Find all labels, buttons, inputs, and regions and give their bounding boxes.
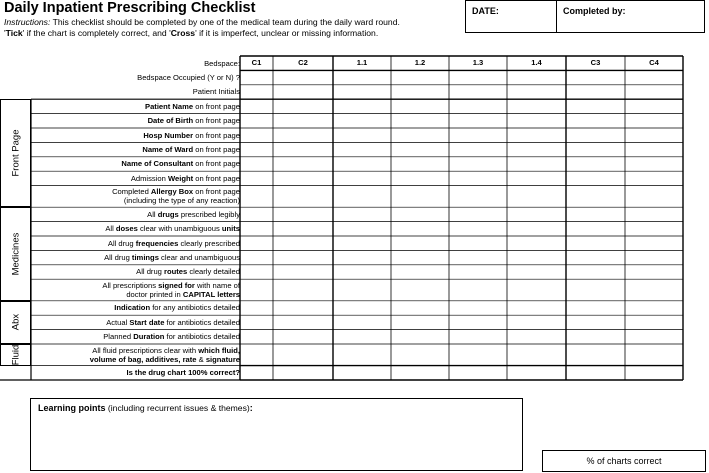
row-label-text: clear and unambiguous <box>158 253 240 263</box>
check-cell[interactable] <box>273 366 333 380</box>
check-cell[interactable] <box>449 222 507 236</box>
row-label-line <box>106 318 240 327</box>
column-header: C3 <box>590 58 601 67</box>
row-label-text: & <box>196 354 206 364</box>
check-cell[interactable] <box>449 301 507 315</box>
row-label-line <box>126 290 240 299</box>
instructions-end: ' if it is imperfect, unclear or missing information. <box>195 28 379 38</box>
check-cell[interactable] <box>273 186 333 208</box>
row-label-line <box>137 73 240 82</box>
tick-word: Tick <box>5 28 23 38</box>
row-label-text: clear with unambiguous <box>137 224 222 234</box>
checklist-row-label <box>31 330 243 344</box>
check-cell[interactable] <box>507 330 566 344</box>
check-cell[interactable] <box>273 128 333 142</box>
check-cell[interactable] <box>449 85 507 99</box>
check-cell[interactable] <box>333 222 391 236</box>
check-cell[interactable] <box>566 250 625 264</box>
row-label-bold: signed for <box>158 280 195 290</box>
check-cell[interactable] <box>449 114 507 128</box>
check-cell[interactable] <box>449 128 507 142</box>
check-cell[interactable] <box>240 366 273 380</box>
row-label-line <box>142 145 240 154</box>
check-cell[interactable] <box>449 366 507 380</box>
group-name: Front Page <box>10 129 21 177</box>
check-cell[interactable] <box>507 265 566 279</box>
check-cell[interactable] <box>449 250 507 264</box>
row-label-line <box>143 131 240 140</box>
check-cell[interactable] <box>566 171 625 185</box>
check-cell[interactable] <box>273 70 333 84</box>
check-cell[interactable] <box>240 85 273 99</box>
check-cell[interactable] <box>333 366 391 380</box>
check-cell[interactable] <box>449 279 507 301</box>
check-cell[interactable] <box>566 85 625 99</box>
check-cell[interactable] <box>391 114 449 128</box>
check-cell[interactable] <box>333 114 391 128</box>
check-cell[interactable] <box>625 186 683 208</box>
top-row-label <box>31 85 243 99</box>
check-cell[interactable] <box>566 344 625 366</box>
check-cell[interactable] <box>391 99 449 113</box>
row-label-text: (including the type of any reaction) <box>123 196 240 206</box>
row-label-text: Bedspace Occupied (Y or N) ? <box>137 73 240 83</box>
checklist-row-label <box>31 207 243 221</box>
check-cell[interactable] <box>273 265 333 279</box>
checklist-row-label <box>31 142 243 156</box>
learning-points-box[interactable] <box>30 398 523 471</box>
row-label-text: All <box>105 224 116 234</box>
group-name: Fluid <box>10 344 21 366</box>
row-label-bold: drugs <box>157 209 179 219</box>
check-cell[interactable] <box>391 222 449 236</box>
check-cell[interactable] <box>273 250 333 264</box>
row-label-text: clearly detailed <box>187 267 240 277</box>
check-cell[interactable] <box>333 279 391 301</box>
row-label-line <box>136 267 240 276</box>
check-cell[interactable] <box>273 222 333 236</box>
check-cell[interactable] <box>391 85 449 99</box>
check-cell[interactable] <box>507 315 566 329</box>
cross-word: Cross <box>170 28 196 38</box>
row-label-line <box>124 196 240 205</box>
check-cell[interactable] <box>507 222 566 236</box>
row-label-text: on front page <box>193 159 240 169</box>
checklist-row-label <box>31 99 243 113</box>
row-label-bold: Start date <box>129 317 165 327</box>
row-label-bold: Weight <box>167 173 194 183</box>
check-cell[interactable] <box>391 236 449 250</box>
final-row-label-cell <box>31 366 243 380</box>
check-cell[interactable] <box>566 301 625 315</box>
check-cell[interactable] <box>333 236 391 250</box>
check-cell[interactable] <box>625 236 683 250</box>
row-label-text: on front page <box>193 145 240 155</box>
row-label-bold: Allergy Box <box>150 187 194 197</box>
column-header: C2 <box>298 58 308 67</box>
row-label-text: Patient Initials <box>192 87 240 97</box>
check-cell[interactable] <box>273 301 333 315</box>
group-label-front-page <box>0 99 31 207</box>
row-label-text: on front page <box>193 116 240 126</box>
row-label-text: Admission <box>130 173 168 183</box>
final-row-label: Is the drug chart 100% correct? <box>126 368 240 378</box>
check-cell[interactable] <box>333 142 391 156</box>
check-cell[interactable] <box>333 265 391 279</box>
row-label-line <box>105 224 240 233</box>
check-cell[interactable] <box>625 114 683 128</box>
percent-correct-box[interactable] <box>542 450 706 472</box>
check-cell[interactable] <box>240 70 273 84</box>
row-label-bold: which fluid, <box>198 345 240 355</box>
check-cell[interactable] <box>507 236 566 250</box>
checklist-row-label <box>31 114 243 128</box>
row-label-text: All prescriptions <box>102 280 159 290</box>
check-cell[interactable] <box>449 265 507 279</box>
learning-points-note: (including recurrent issues & themes) <box>105 403 250 413</box>
check-cell[interactable] <box>507 99 566 113</box>
group-label-medicines <box>0 207 31 301</box>
check-cell[interactable] <box>391 171 449 185</box>
check-cell[interactable] <box>391 344 449 366</box>
row-label-text: All fluid prescriptions clear with <box>92 345 199 355</box>
check-cell[interactable] <box>566 315 625 329</box>
check-cell[interactable] <box>449 330 507 344</box>
check-cell[interactable] <box>507 366 566 380</box>
check-cell[interactable] <box>333 344 391 366</box>
completed-by-label: Completed by: <box>563 6 626 16</box>
check-cell[interactable] <box>240 99 273 113</box>
check-cell[interactable] <box>625 70 683 84</box>
check-cell[interactable] <box>391 366 449 380</box>
check-cell[interactable] <box>566 157 625 171</box>
check-cell[interactable] <box>391 186 449 208</box>
check-cell[interactable] <box>391 330 449 344</box>
row-label-text: Completed <box>112 187 151 197</box>
check-cell[interactable] <box>240 157 273 171</box>
check-cell[interactable] <box>333 207 391 221</box>
row-label-text: for antibiotics detailed <box>164 317 240 327</box>
check-cell[interactable] <box>449 315 507 329</box>
check-cell[interactable] <box>333 157 391 171</box>
column-header: 1.3 <box>472 58 484 67</box>
checklist-row-label <box>31 186 243 208</box>
check-cell[interactable] <box>449 236 507 250</box>
check-cell[interactable] <box>507 85 566 99</box>
row-label-text: with name of <box>194 280 240 290</box>
check-cell[interactable] <box>507 142 566 156</box>
row-label-text: clearly prescribed <box>178 238 240 248</box>
check-cell[interactable] <box>566 207 625 221</box>
check-cell[interactable] <box>566 265 625 279</box>
bedspace-row-label <box>31 56 243 70</box>
check-cell[interactable] <box>333 315 391 329</box>
row-label-line <box>131 174 240 183</box>
check-cell[interactable] <box>449 207 507 221</box>
row-label-line <box>112 187 240 196</box>
instructions-label: Instructions: <box>4 17 51 27</box>
row-label-text: doctor printed in <box>126 289 183 299</box>
check-cell[interactable] <box>625 250 683 264</box>
check-cell[interactable] <box>391 142 449 156</box>
check-cell[interactable] <box>333 250 391 264</box>
row-label-bold: CAPITAL letters <box>182 289 240 299</box>
check-cell[interactable] <box>391 207 449 221</box>
check-cell[interactable] <box>449 171 507 185</box>
check-cell[interactable] <box>566 236 625 250</box>
row-label-text: for any antibiotics detailed <box>150 303 240 313</box>
check-cell[interactable] <box>240 315 273 329</box>
check-cell[interactable] <box>566 186 625 208</box>
check-cell[interactable] <box>625 128 683 142</box>
row-label-bold: routes <box>164 267 188 277</box>
check-cell[interactable] <box>449 142 507 156</box>
row-label-line <box>145 102 240 111</box>
check-cell[interactable] <box>240 236 273 250</box>
checklist-row-label <box>31 279 243 301</box>
check-cell[interactable] <box>273 207 333 221</box>
row-label-line <box>102 281 240 290</box>
check-cell[interactable] <box>240 330 273 344</box>
quote: ' <box>4 28 6 38</box>
check-cell[interactable] <box>449 186 507 208</box>
check-cell[interactable] <box>507 128 566 142</box>
check-cell[interactable] <box>566 99 625 113</box>
check-cell[interactable] <box>507 301 566 315</box>
check-cell[interactable] <box>625 265 683 279</box>
check-cell[interactable] <box>625 279 683 301</box>
column-header: C4 <box>649 58 659 67</box>
check-cell[interactable] <box>391 315 449 329</box>
check-cell[interactable] <box>507 157 566 171</box>
check-cell[interactable] <box>333 301 391 315</box>
row-label-bold: volume of bag, additives, rate <box>89 354 197 364</box>
row-label-line <box>108 239 240 248</box>
check-cell[interactable] <box>625 85 683 99</box>
check-cell[interactable] <box>273 142 333 156</box>
bedspace-label: Bedspace: <box>204 58 240 68</box>
row-label-text: All <box>147 209 158 219</box>
check-cell[interactable] <box>391 250 449 264</box>
check-cell[interactable] <box>240 265 273 279</box>
row-label-text: All drug <box>136 267 165 277</box>
check-cell[interactable] <box>566 70 625 84</box>
check-cell[interactable] <box>391 70 449 84</box>
row-label-bold: Indication <box>114 303 151 313</box>
check-cell[interactable] <box>273 315 333 329</box>
check-cell[interactable] <box>240 128 273 142</box>
check-cell[interactable] <box>507 279 566 301</box>
row-label-bold: units <box>221 224 240 234</box>
checklist-row-label <box>31 315 243 329</box>
row-label-bold: Date of Birth <box>147 116 194 126</box>
row-label-text: Planned <box>103 332 134 342</box>
row-label-line <box>121 159 240 168</box>
row-label-line <box>90 355 240 364</box>
check-cell[interactable] <box>507 70 566 84</box>
check-cell[interactable] <box>625 171 683 185</box>
row-label-text: on front page <box>193 130 240 140</box>
check-cell[interactable] <box>566 279 625 301</box>
check-cell[interactable] <box>566 142 625 156</box>
check-cell[interactable] <box>240 222 273 236</box>
row-label-text: prescribed legibly <box>178 209 240 219</box>
check-cell[interactable] <box>273 85 333 99</box>
top-row-label <box>31 70 243 84</box>
check-cell[interactable] <box>566 222 625 236</box>
column-header: 1.2 <box>414 58 426 67</box>
check-cell[interactable] <box>625 301 683 315</box>
row-label-text: on front page <box>193 101 240 111</box>
check-cell[interactable] <box>333 85 391 99</box>
row-label-text: for antibiotics detailed <box>164 332 240 342</box>
check-cell[interactable] <box>240 207 273 221</box>
check-cell[interactable] <box>240 114 273 128</box>
check-cell[interactable] <box>566 128 625 142</box>
check-cell[interactable] <box>625 344 683 366</box>
row-label-line <box>114 303 240 312</box>
check-cell[interactable] <box>625 330 683 344</box>
checklist-row-label <box>31 157 243 171</box>
row-label-line <box>92 346 240 355</box>
check-cell[interactable] <box>240 171 273 185</box>
checklist-row-label <box>31 171 243 185</box>
check-cell[interactable] <box>625 315 683 329</box>
check-cell[interactable] <box>391 265 449 279</box>
row-label-line <box>148 116 240 125</box>
row-label-bold: Hosp Number <box>143 130 194 140</box>
column-header: 1.1 <box>356 58 368 67</box>
row-label-bold: frequencies <box>135 238 179 248</box>
checklist-row-label <box>31 265 243 279</box>
date-label: DATE: <box>472 6 499 16</box>
column-header: 1.4 <box>531 58 542 67</box>
row-label-bold: Name of Consultant <box>121 159 194 169</box>
check-cell[interactable] <box>625 207 683 221</box>
check-cell[interactable] <box>273 157 333 171</box>
check-cell[interactable] <box>333 99 391 113</box>
group-name: Medicines <box>10 232 21 276</box>
check-cell[interactable] <box>625 222 683 236</box>
instructions-mid: ' if the chart is completely correct, and ' <box>22 28 171 38</box>
check-cell[interactable] <box>273 279 333 301</box>
row-label-bold: Name of Ward <box>142 145 194 155</box>
row-label-bold: Patient Name <box>145 101 194 111</box>
check-cell[interactable] <box>240 301 273 315</box>
check-cell[interactable] <box>273 171 333 185</box>
check-cell[interactable] <box>625 366 683 380</box>
check-cell[interactable] <box>240 344 273 366</box>
instructions-line1: This checklist should be completed by one of the medical team during the daily ward round. <box>50 17 400 27</box>
row-label-line <box>193 87 240 96</box>
check-cell[interactable] <box>333 128 391 142</box>
check-cell[interactable] <box>449 344 507 366</box>
row-label-bold: signature <box>205 354 240 364</box>
check-cell[interactable] <box>333 330 391 344</box>
row-label-text: All drug <box>107 238 136 248</box>
checklist-row-label <box>31 222 243 236</box>
checklist-row-label <box>31 344 243 366</box>
row-label-text: Actual <box>106 317 130 327</box>
check-cell[interactable] <box>449 99 507 113</box>
check-cell[interactable] <box>240 186 273 208</box>
check-cell[interactable] <box>240 279 273 301</box>
checklist-row-label <box>31 128 243 142</box>
check-cell[interactable] <box>273 99 333 113</box>
row-label-line <box>104 253 240 262</box>
row-label-bold: Duration <box>133 332 165 342</box>
check-cell[interactable] <box>507 207 566 221</box>
check-cell[interactable] <box>273 236 333 250</box>
check-cell[interactable] <box>566 114 625 128</box>
check-cell[interactable] <box>507 171 566 185</box>
column-header: C1 <box>251 58 262 67</box>
check-cell[interactable] <box>391 279 449 301</box>
group-label-fluid <box>0 344 31 366</box>
check-cell[interactable] <box>449 70 507 84</box>
row-label-text: on front page <box>193 173 240 183</box>
check-cell[interactable] <box>391 128 449 142</box>
check-cell[interactable] <box>507 114 566 128</box>
check-cell[interactable] <box>507 250 566 264</box>
check-cell[interactable] <box>333 186 391 208</box>
row-label-text: on front page <box>193 187 240 197</box>
check-cell[interactable] <box>625 142 683 156</box>
row-label-line <box>126 368 240 377</box>
check-cell[interactable] <box>273 330 333 344</box>
row-label-text: All drug <box>104 253 132 263</box>
row-label-bold: doses <box>115 224 138 234</box>
check-cell[interactable] <box>240 142 273 156</box>
row-label-bold: timings <box>131 253 159 263</box>
group-name: Abx <box>10 314 21 331</box>
page-title: Daily Inpatient Prescribing Checklist <box>4 0 256 16</box>
row-label-line <box>147 210 240 219</box>
check-cell[interactable] <box>449 157 507 171</box>
check-cell[interactable] <box>333 70 391 84</box>
check-cell[interactable] <box>391 157 449 171</box>
row-label-line <box>103 332 240 341</box>
checklist-row-label <box>31 250 243 264</box>
percent-correct-label: % of charts correct <box>586 456 662 466</box>
check-cell[interactable] <box>333 171 391 185</box>
check-cell[interactable] <box>566 330 625 344</box>
check-cell[interactable] <box>273 114 333 128</box>
group-label-abx <box>0 301 31 344</box>
check-cell[interactable] <box>566 366 625 380</box>
check-cell[interactable] <box>625 157 683 171</box>
colon: : <box>249 403 253 413</box>
check-cell[interactable] <box>391 301 449 315</box>
check-cell[interactable] <box>273 344 333 366</box>
row-label-line <box>204 59 240 68</box>
check-cell[interactable] <box>507 344 566 366</box>
checklist-row-label <box>31 236 243 250</box>
check-cell[interactable] <box>240 250 273 264</box>
check-cell[interactable] <box>507 186 566 208</box>
checklist-row-label <box>31 301 243 315</box>
check-cell[interactable] <box>625 99 683 113</box>
learning-points-label: Learning points <box>38 403 106 413</box>
